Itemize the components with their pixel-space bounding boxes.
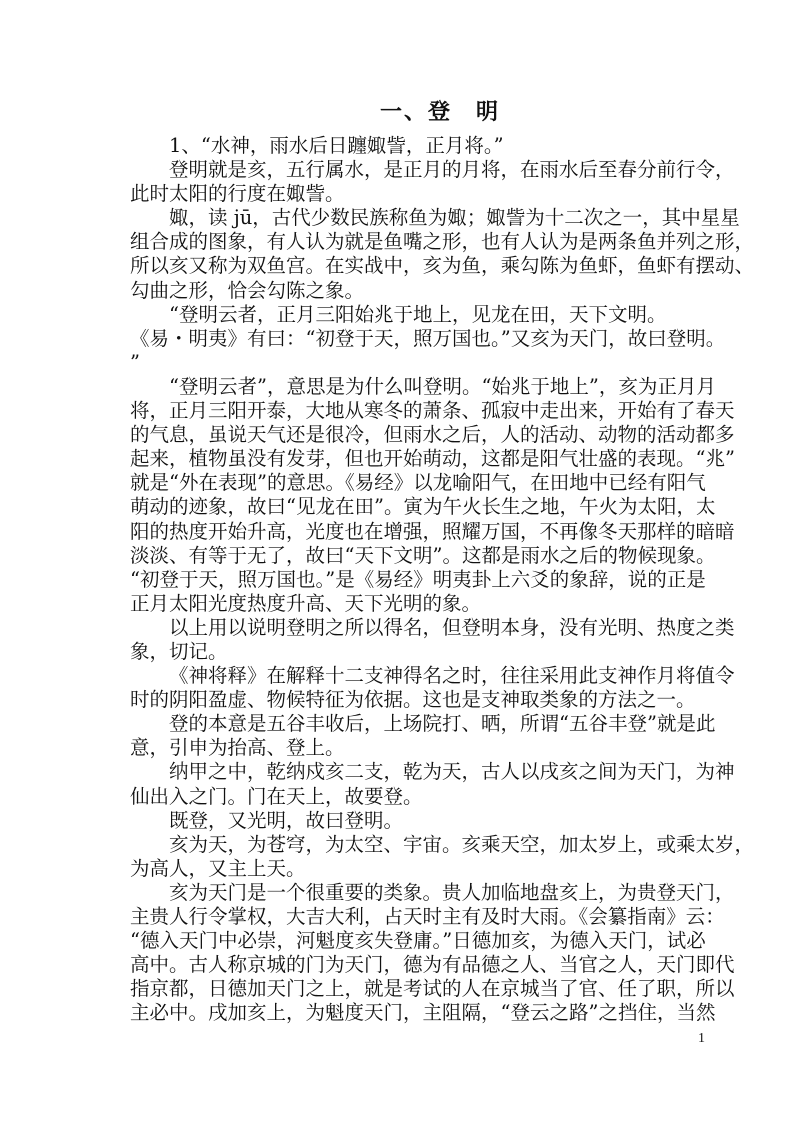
text-line: 组合成的图象，有人认为就是鱼嘴之形，也有人认为是两条鱼并列之形， (130, 230, 755, 254)
text-line: 既登，又光明，故曰登明。 (169, 808, 404, 832)
text-line: 勾曲之形，恰会勾陈之象。 (130, 278, 365, 302)
text-line: 所以亥又称为双鱼宫。在实战中，亥为鱼，乘勾陈为鱼虾，鱼虾有摆动、 (130, 254, 755, 278)
text-line: 此时太阳的行度在娵訾。 (130, 182, 345, 206)
text-line: 起来，植物虽没有发芽，但也开始萌动，这都是阳气壮盛的表现。“兆” (130, 447, 735, 471)
text-line: 登的本意是五谷丰收后，上场院打、晒，所谓“五谷丰登”就是此 (169, 712, 716, 736)
text-line: 娵，读 jū，古代少数民族称鱼为娵；娵訾为十二次之一，其中星星 (169, 206, 740, 230)
text-line: 正月太阳光度热度升高、天下光明的象。 (130, 591, 482, 615)
text-line: 高中。古人称京城的门为天门，德为有品德之人、当官之人，天门即代 (130, 953, 735, 977)
text-line: 将，正月三阳开泰，大地从寒冬的萧条、孤寂中走出来，开始有了春天 (130, 399, 735, 423)
text-line: “德入天门中必崇，河魁度亥失登庸。”日德加亥，为德入天门，试必 (130, 929, 706, 953)
text-line: ” (130, 350, 140, 374)
text-line: 登明就是亥，五行属水，是正月的月将，在雨水后至春分前行令， (169, 158, 735, 182)
text-line: 纳甲之中，乾纳戍亥二支，乾为天，古人以戌亥之间为天门，为神 (169, 760, 735, 784)
text-line: 意，引申为抬高、登上。 (130, 736, 345, 760)
text-line: 阳的热度开始升高，光度也在增强，照耀万国，不再像冬天那样的暗暗 (130, 519, 735, 543)
text-line: 仙出入之门。门在天上，故要登。 (130, 784, 423, 808)
text-line: 1、“水神，雨水后日躔娵訾，正月将。” (169, 134, 504, 157)
text-line: 就是“外在表现”的意思。《易经》以龙喻阳气，在田地中已经有阳气 (130, 471, 706, 495)
document-body (130, 134, 755, 1025)
text-line: “登明云者，正月三阳始兆于地上，见龙在田，天下文明。 (169, 302, 667, 326)
text-line: 象，切记。 (130, 639, 228, 663)
text-line: 为高人，又主上天。 (130, 856, 306, 880)
text-line: 淡淡、有等于无了，故曰“天下文明”。这都是雨水之后的物候现象。 (130, 543, 716, 567)
text-line: 以上用以说明登明之所以得名，但登明本身，没有光明、热度之类 (169, 615, 735, 639)
page-number: 1 (698, 1031, 705, 1046)
text-line: “登明云者”，意思是为什么叫登明。“始兆于地上”，亥为正月月 (169, 374, 716, 398)
text-line: 主必中。戌加亥上，为魁度天门，主阻隔，“登云之路”之挡住，当然 (130, 1001, 716, 1025)
text-line: 亥为天门是一个很重要的类象。贵人加临地盘亥上，为贵登天门， (169, 880, 735, 904)
text-line: 《易・明夷》有曰：“初登于天，照万国也。”又亥为天门，故曰登明。 (130, 326, 726, 350)
text-line: 亥为天，为苍穹，为太空、宇宙。亥乘天空，加太岁上，或乘太岁， (169, 832, 755, 856)
text-line: “初登于天，照万国也。”是《易经》明夷卦上六爻的象辞，说的正是 (130, 567, 706, 591)
text-line: 的气息，虽说天气还是很冷，但雨水之后，人的活动、动物的活动都多 (130, 423, 735, 447)
section-title: 一、登 明 (379, 99, 500, 125)
text-line: 时的阴阳盈虚、物候特征为依据。这也是支神取类象的方法之一。 (130, 688, 696, 712)
text-line: 萌动的迹象，故曰“见龙在田”。寅为午火长生之地，午火为太阳，太 (130, 495, 716, 519)
text-line: 《神将释》在解释十二支神得名之时，往往采用此支神作月将值令 (169, 664, 735, 688)
text-line: 主贵人行令掌权，大吉大利，占天时主有及时大雨。《会纂指南》云： (130, 905, 725, 928)
text-line: 指京都，日德加天门之上，就是考试的人在京城当了官、任了职，所以 (130, 977, 735, 1001)
